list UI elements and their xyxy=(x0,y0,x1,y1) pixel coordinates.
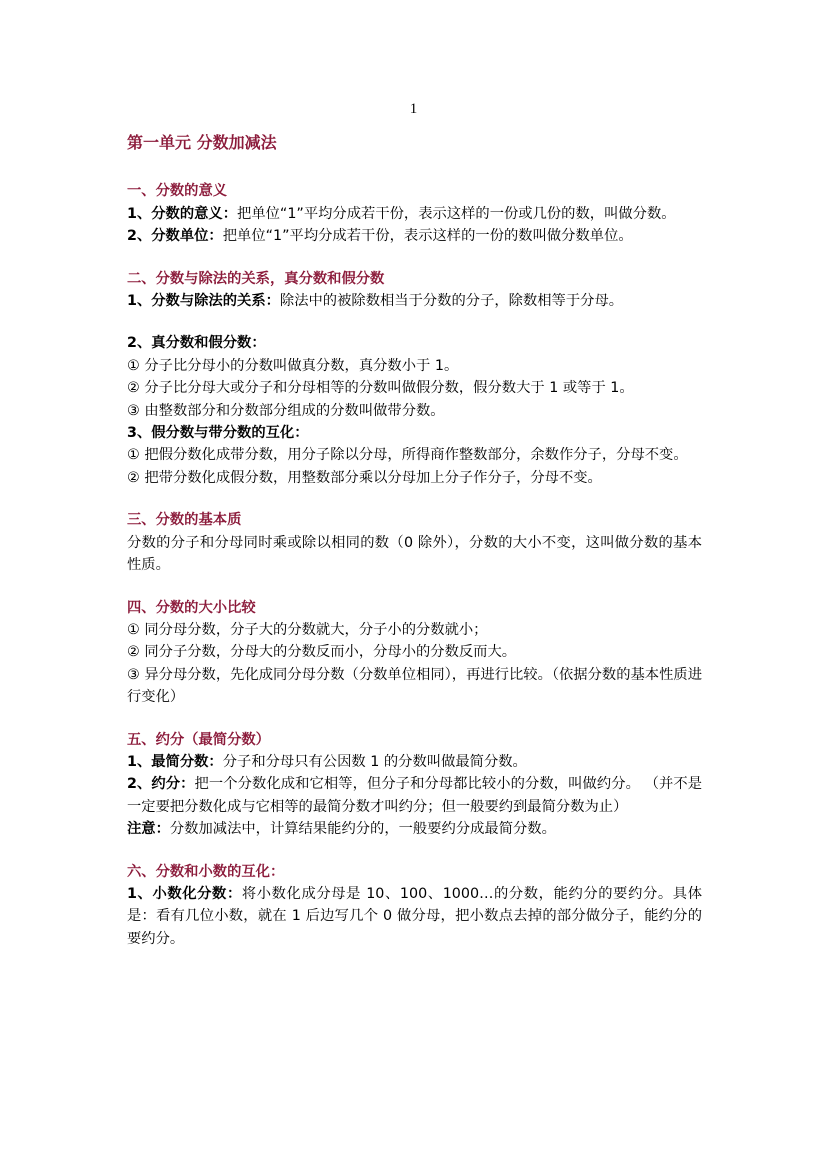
section-heading-6: 六、分数和小数的互化： xyxy=(127,863,285,880)
section-heading-4: 四、分数的大小比较 xyxy=(127,599,256,616)
subheading: 2、真分数和假分数： xyxy=(127,335,266,352)
paragraph: 分数的分子和分母同时乘或除以相同的数（0 除外），分数的大小不变，这叫做分数的基本性质。 xyxy=(127,534,702,574)
term-text: 除法中的被除数相当于分数的分子，除数相等于分母。 xyxy=(279,293,624,310)
list-item: ③ 异分母分数，先化成同分母分数（分数单位相同），再进行比较。（依据分数的基本性质进行变化） xyxy=(127,666,702,706)
term-text: 分子和分母只有公因数 1 的分数叫做最简分数。 xyxy=(222,753,527,770)
list-item: ② 分子比分母大或分子和分母相等的分数叫做假分数，假分数大于 1 或等于 1。 xyxy=(127,380,634,397)
note-label: 注意： xyxy=(127,821,170,838)
list-item: ① 分子比分母小的分数叫做真分数，真分数小于 1。 xyxy=(127,357,459,374)
term-text: 把单位“1”平均分成若干份，表示这样的一份的数叫做分数单位。 xyxy=(222,228,633,245)
section-heading-5: 五、约分（最简分数） xyxy=(127,731,270,748)
term-text: 把一个分数化成和它相等，但分子和分母都比较小的分数，叫做约分。 （并不是一定要把分数化成与它相等的最简分数才叫约分；但一般要约到最简分数为止） xyxy=(127,776,703,815)
term-label: 1、最简分数： xyxy=(127,753,223,770)
note-text: 分数加减法中，计算结果能约分的，一般要约分成最简分数。 xyxy=(169,821,556,838)
subheading: 3、假分数与带分数的互化： xyxy=(127,425,309,442)
term-label: 2、分数单位： xyxy=(127,228,223,245)
term-label: 2、约分： xyxy=(127,776,195,793)
term-label: 1、分数与除法的关系： xyxy=(127,293,280,310)
page-number: 1 xyxy=(409,101,418,117)
section-heading-2: 二、分数与除法的关系，真分数和假分数 xyxy=(127,270,385,287)
paragraph xyxy=(127,773,702,818)
list-item: ③ 由整数部分和分数部分组成的分数叫做带分数。 xyxy=(127,402,445,419)
list-item: ① 同分母分数，分子大的分数就大，分子小的分数就小； xyxy=(127,621,488,638)
term-text: 将小数化成分母是 10、100、1000…的分数，能约分的要约分。具体是：看有几位小数，就在 1 后边写几个 0 做分母，把小数点去掉的部分做分子，能约分的要约分。 xyxy=(127,885,702,947)
list-item: ② 同分子分数，分母大的分数反而小，分母小的分数反而大。 xyxy=(127,644,517,661)
term-label: 1、分数的意义： xyxy=(127,205,238,222)
paragraph xyxy=(127,290,702,312)
paragraph xyxy=(127,751,702,773)
paragraph xyxy=(127,225,702,247)
note xyxy=(127,818,702,840)
list-item: ① 把假分数化成带分数，用分子除以分母，所得商作整数部分，余数作分子，分母不变。 xyxy=(127,447,688,464)
document-body xyxy=(127,132,702,950)
unit-title: 第一单元 分数加减法 xyxy=(127,133,277,152)
section-heading-1: 一、分数的意义 xyxy=(127,183,228,200)
paragraph xyxy=(127,883,702,950)
term-label: 1、小数化分数： xyxy=(127,885,242,902)
term-text: 把单位“1”平均分成若干份，表示这样的一份或几份的数，叫做分数。 xyxy=(237,205,676,222)
paragraph xyxy=(127,203,702,225)
section-heading-3: 三、分数的基本质 xyxy=(127,512,242,529)
list-item: ② 把带分数化成假分数，用整数部分乘以分母加上分子作分子，分母不变。 xyxy=(127,469,602,486)
